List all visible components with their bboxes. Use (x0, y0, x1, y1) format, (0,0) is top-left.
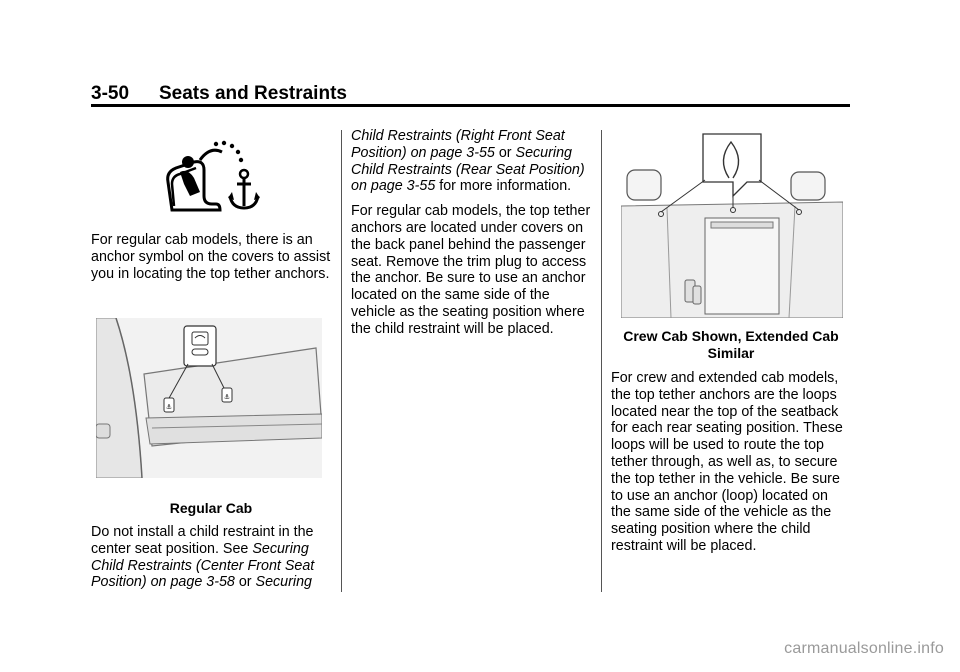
col1-para1: For regular cab models, there is an anchor symbol on the covers to assist you in locating the top tether anchors. (91, 232, 331, 282)
watermark: carmanualsonline.info (784, 640, 944, 657)
svg-text:⚓: ⚓ (223, 393, 231, 401)
header-rule (91, 104, 850, 107)
link-center-front-seat[interactable]: Securing Child Restraints (Center Front Seat Position) on page 3-58 (91, 540, 315, 591)
col3-caption: Crew Cab Shown, Extended Cab Similar (623, 328, 839, 361)
page-number: 3-50 (91, 83, 130, 104)
col1-para2: Do not install a child restraint in the center seat position. See Securing Child Restraints (Center Front Seat Position) on page 3-58 or Securing (91, 524, 315, 591)
col2-para2: For regular cab models, the top tether anchors are located under covers on the back panel behind the passenger seat. Remove the trim plug to access the anchor. Be sure to use an anchor located on the same side of the vehicle as the seating position where the child restraint will be placed. (351, 203, 591, 337)
regular-cab-illustration (96, 318, 322, 478)
column-divider-2 (601, 130, 602, 592)
link-securing[interactable]: Securing (255, 574, 312, 591)
link-rear-seat[interactable]: Securing Child Restraints (Rear Seat Position) on page 3-55 (351, 144, 585, 195)
col3-para1: For crew and extended cab models, the top tether anchors are the loops located near the top of the seatback for each rear seating position. These loops will be used to route the top tether through, as well as, to secure the top tether in the vehicle. Be sure to use an anchor (loop) located on the same side of the vehicle as the seating position where the child restraint will be placed. (611, 370, 843, 554)
col1-caption: Regular Cab (169, 500, 253, 516)
col2-text: Child Restraints (Right Front Seat Position) on page 3-55 or Securing Child Restraints (Rear Seat Position) on page 3-55 for more information. For regular cab models, the top tether anchors are located under covers on the back panel behind the passenger seat. Remove the trim plug to access the anchor. Be sure to use an anchor located on the same side of the vehicle as the seating position where the child restraint will be placed. (351, 128, 591, 337)
section-title: Seats and Restraints (159, 83, 347, 104)
child-seat-anchor-icon (160, 138, 264, 218)
page-header (91, 83, 850, 105)
crew-cab-illustration (621, 130, 843, 318)
footer (0, 640, 960, 660)
column-divider-1 (341, 130, 342, 592)
link-right-front-seat[interactable]: Child Restraints (Right Front Seat Position) on page 3-55 (351, 128, 565, 161)
svg-text:⚓: ⚓ (165, 403, 173, 411)
